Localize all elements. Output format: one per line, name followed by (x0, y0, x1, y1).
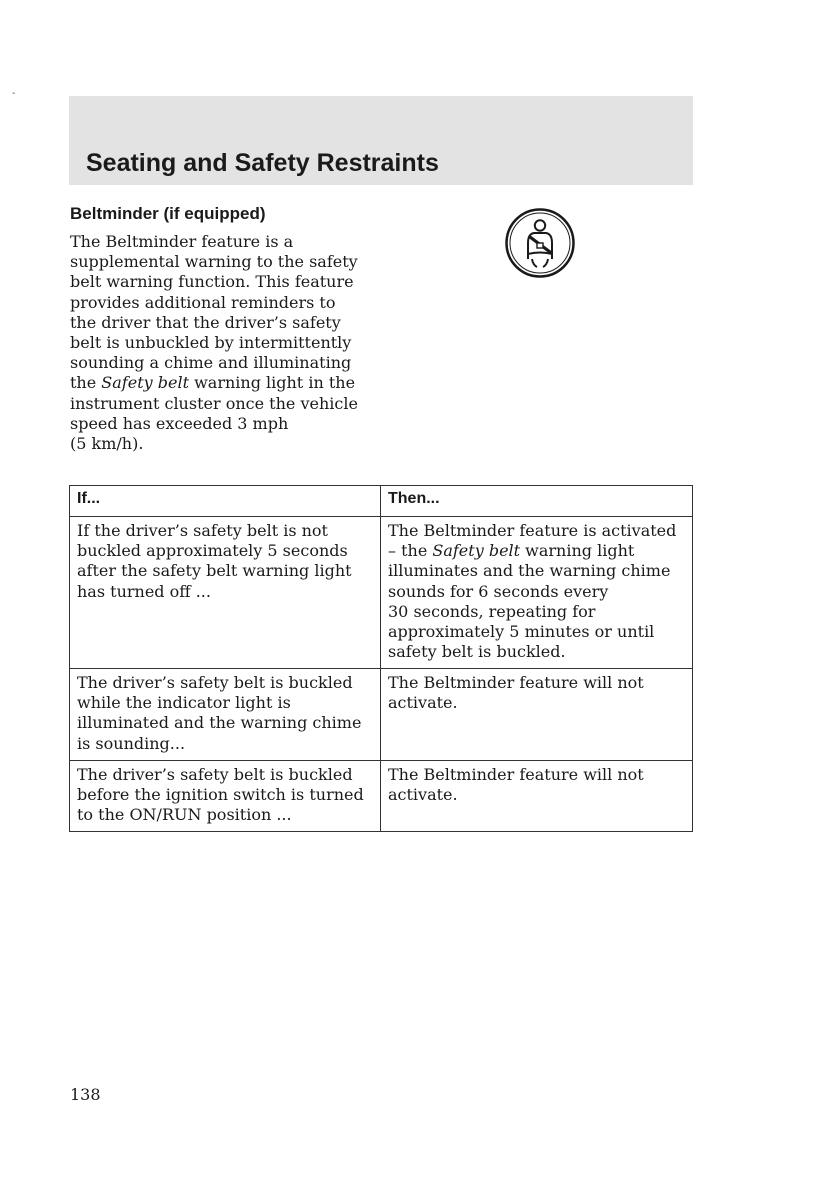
cell-line: The Beltminder feature is activated (388, 521, 677, 540)
cell-line: safety belt is buckled. (388, 642, 566, 662)
cell-line: activate. (388, 693, 458, 713)
table-row (70, 761, 693, 832)
table-header-row (70, 486, 693, 517)
body-text-fragment: the (70, 373, 102, 393)
cell-line: is sounding... (77, 733, 186, 753)
beltminder-table (69, 485, 693, 832)
body-line: belt is unbuckled by intermittently (70, 333, 352, 353)
cell-line: 30 seconds, repeating for (388, 601, 596, 621)
table-cell-then (381, 517, 693, 669)
cell-line: buckled approximately 5 seconds (77, 541, 348, 561)
column-header-then: Then... (381, 486, 693, 517)
page-title: Seating and Safety Restraints (86, 149, 439, 177)
cell-text-fragment: – the (388, 541, 433, 561)
cell-line: The Beltminder feature will not (388, 765, 644, 784)
table-cell-then (381, 669, 693, 761)
cell-line: before the ignition switch is turned (77, 785, 364, 805)
cell-line: The driver’s safety belt is buckled (77, 765, 353, 784)
table-cell-if (70, 761, 381, 832)
cell-line: If the driver’s safety belt is not (77, 521, 328, 540)
body-line: provides additional reminders to (70, 292, 336, 312)
section-heading: Beltminder (if equipped) (70, 204, 266, 223)
body-line: (5 km/h). (70, 434, 144, 454)
cell-line: sounds for 6 seconds every (388, 581, 609, 601)
cell-line (388, 541, 685, 561)
safety-belt-emphasis: Safety belt (101, 373, 189, 393)
body-line: instrument cluster once the vehicle (70, 393, 358, 413)
cell-line: to the ON/RUN position ... (77, 805, 292, 825)
cell-line: approximately 5 minutes or until (388, 622, 655, 642)
body-line: The Beltminder feature is a (70, 232, 294, 251)
table-cell-then (381, 761, 693, 832)
seatbelt-warning-icon (504, 207, 576, 279)
cell-line: while the indicator light is (77, 693, 291, 713)
table-cell-if (70, 669, 381, 761)
cell-line: after the safety belt warning light (77, 561, 352, 581)
table-row (70, 669, 693, 761)
cell-line: illuminates and the warning chime (388, 561, 671, 581)
body-line (70, 373, 388, 393)
corner-mark: - (12, 88, 16, 99)
body-line: supplemental warning to the safety (70, 252, 358, 272)
cell-line: The driver’s safety belt is buckled (77, 673, 353, 692)
cell-line: The Beltminder feature will not (388, 673, 644, 692)
body-line: the driver that the driver’s safety (70, 312, 341, 332)
cell-line: activate. (388, 785, 458, 805)
body-line: belt warning function. This feature (70, 272, 354, 292)
table-row (70, 517, 693, 669)
cell-text-fragment: warning light (520, 541, 635, 561)
seatbelt-icon-graphic (504, 207, 576, 279)
body-line: sounding a chime and illuminating (70, 353, 352, 373)
header-band (69, 96, 693, 185)
cell-line: illuminated and the warning chime (77, 713, 362, 733)
table-cell-if (70, 517, 381, 669)
body-line: speed has exceeded 3 mph (70, 413, 289, 433)
page-number: 138 (70, 1085, 101, 1104)
column-header-if: If... (70, 486, 381, 517)
body-paragraph (70, 232, 388, 454)
body-text-fragment: warning light in the (189, 373, 356, 393)
cell-line: has turned off ... (77, 581, 211, 601)
safety-belt-emphasis: Safety belt (432, 541, 521, 561)
